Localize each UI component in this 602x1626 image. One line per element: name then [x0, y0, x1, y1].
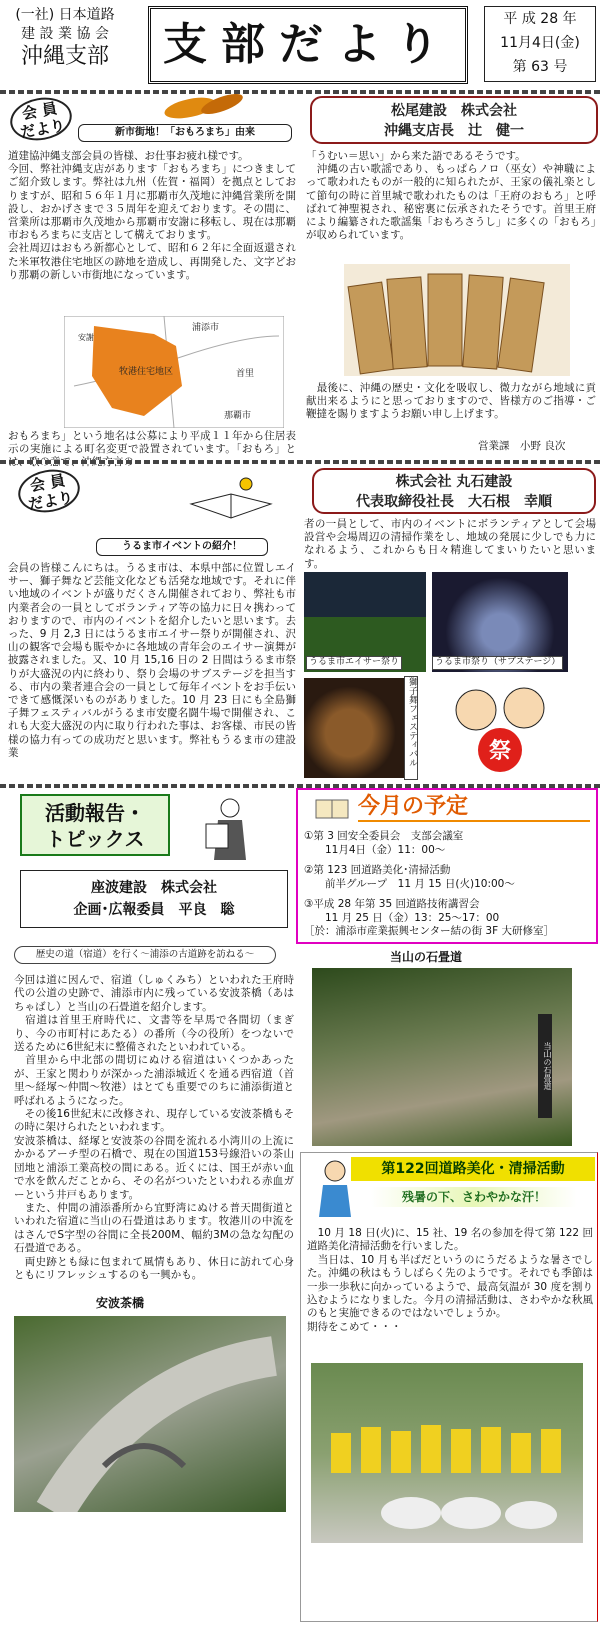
member-news-badge: 会 員 だより: [7, 93, 75, 145]
cleanup-title: 第122回道路美化・清掃活動: [351, 1157, 595, 1181]
date-year: 平 成 28 年: [503, 11, 577, 27]
issue-number: 第 63 号: [512, 59, 568, 75]
author-box: [310, 96, 598, 144]
cleaning-illustration: [303, 1155, 367, 1225]
cleanup-panel: [300, 1152, 598, 1622]
photo-caption: うるま市エイサー祭り: [306, 656, 402, 670]
map-label-naha: 那覇市: [224, 411, 252, 421]
signature: 営業課 小野 良次: [478, 440, 566, 452]
map-label-shuri: 首里: [236, 369, 255, 379]
book-icon: [312, 794, 352, 822]
article-body: 道建協沖縄支部会員の皆様、お仕事お疲れ様です。 今回、弊社沖縄支店があります「おもろまち」につきましてご紹介致します。弊社は九州（佐賀・福岡）を拠点としておりますが、昭和５６年１月に那覇市久茂地に沖縄営業所を開設し、おかげさまで３５周年を迎えております。その間に、営業所は那覇市久茂地から那覇市安謝に移転し、現在は那覇市おもろまちに支店として構えております。 会社周辺はおもろ新都心として、昭和６２年に全面返還された米軍牧港住宅地区の跡地を造成し、再開発した、文字どおり那覇の新しい市街地になっています。: [8, 150, 296, 281]
article-body-right: 「うむい＝思い」から来た語であるそうです。 沖縄の古い歌謡であり、もっぱらノロ（巫女）や神職によって歌われたものが一般的に知られたが、王家の儀礼楽として節句の時に首里城で歌われたものは「王府のおもろ」と呼ばれて神聖視され、秘密裏に伝承されたそうです。首里王府により編纂された歌謡集「おもろさうし」に多くの「おもろ」が収められています。: [306, 150, 596, 242]
photo-caption-vertical: 獅子舞フェスティバル: [404, 676, 418, 780]
author-company: 株式会社 丸石建設: [395, 474, 513, 490]
article-subtitle: うるま市イベントの紹介！: [96, 538, 268, 556]
article-body-cont: おもろまち」という地名は公募により平成１１年から住居表示の実施による町名変更で設置されています。「おもろ」と: [8, 430, 296, 456]
photo-caption: 当山の石畳道: [390, 950, 463, 964]
article-body: 今回は道に因んで、宿道（しゅくみち）といわれた王府時代の公道の史跡で、浦添市内に残っている安波茶橋（あはちゃばし）と当山の石畳道を紹介します。 宿道は首里王府時代に、文書等を早馬で各間切（まぎり、今の市町村にあたる）の番所（今の役所）をつないで送るために6世紀末に整備されたといわれている。 首里から中北部の間切にぬける宿道はいくつかあったが、王家と関わりが深かった浦添城近くを通る西宿道（首里～経塚～仲間～牧港）はとても重要でのちに浦添街道と呼ばれるようになった。 その後16世紀末に改修され、現存している安波茶橋もその時に架けられたといわれます。 安波茶橋は、経塚と安波茶の谷間を流れる小湾川の上流にかかるアーチ型の石橋で、現在の国道153号線沿いの茶山団地と浦添工業高校の間にある。近くには、国王が赤い血で水を飲んだことから、その名がついたといわれる赤血ガーという井戸もあります。 また、仲間の浦添番所から宜野湾にぬける普天間街道といわれた宿道に当山の石畳道はあります。牧港川の中流をはさんでS字型の谷間に全長200M、幅約3Mの急な勾配の石畳道である。 両史跡とも緑に包まれて風情もあり、休日に訪れて心身ともにリフレッシュするのも一興かも。: [14, 974, 294, 1281]
activity-report-heading: 活動報告・ トピックス: [20, 794, 170, 856]
author-name: 沖縄支店長 辻 健一: [384, 123, 524, 139]
map-label-urasoe: 浦添市: [192, 323, 220, 333]
org-line3: 沖縄支部: [20, 44, 109, 69]
author-box: [312, 468, 596, 514]
ahacha-bridge-photo: [14, 1316, 286, 1512]
author-company: 座波建設 株式会社: [91, 880, 217, 896]
omoro-books-photo: [344, 264, 570, 376]
closing-remarks: 最後に、沖縄の歴史・文化を吸収し、微力ながら地域に貢献出来るようにと思っておりますので、皆様方のご指導・ご鞭撻を賜りますようお願い申し上げます。: [306, 382, 596, 421]
author-name: 代表取締役社長 大石根 幸順: [356, 494, 552, 510]
org-name-block: [6, 6, 124, 82]
map-label-aja: 安謝: [78, 333, 94, 342]
photo-caption: 安波茶橋: [96, 1296, 145, 1310]
cleanup-group-photo: [311, 1363, 583, 1543]
schedule-title: 今月の予定: [358, 794, 590, 822]
author-company: 松尾建設 株式会社: [391, 103, 517, 119]
cleanup-subtitle: 残暑の下、さわやかな汗！: [371, 1187, 577, 1207]
schedule-item: ①第 3 回安全委員会 支部会議室 11月4日（金）11：00～: [304, 830, 464, 856]
author-name: 企画･広報委員 平良 聡: [73, 902, 235, 918]
stone-road-sign: 当山の石畳道: [538, 1014, 552, 1118]
newsletter-title: 支部だより: [148, 6, 468, 84]
cleanup-body: 10 月 18 日(火)に、15 社、19 名の参加を得て第 122 回道路美化清掃活動を行いました。 当日は、10 月も半ばだというのにうだるような暑さでした。沖縄の秋はもうしばらく先のようです。それでも季節は一歩一歩秋に向かっているようで、最高気温が 30 度を割り込むようになりました。今月の清掃活動は、さわやかな秋風のもと実施できるのではないでしょうか。 期待をこめて・・・: [307, 1227, 593, 1333]
org-line1: (一社) 日本道路: [15, 7, 115, 23]
article-subtitle: 新市街地！「おもろまち」由来: [78, 124, 292, 142]
history-road-tag: 歴史の道（宿道）を行く～浦添の古道跡を訪ねる～: [14, 946, 276, 964]
photo-caption: うるま市祭り（サブステージ）: [432, 656, 563, 670]
member-news-badge: 会 員 だより: [15, 465, 83, 517]
map-area-label: 牧港住宅地区: [119, 367, 174, 377]
schedule-item: ③平成 28 年第 35 回道路技術講習会 11 月 25 日（金）13：25～17：00 ［於：浦添市産業振興センター結の街 3F 大研修室］: [304, 898, 554, 937]
issue-date-block: [484, 6, 596, 82]
leaf-illustration: [160, 92, 250, 122]
book-illustration: [186, 474, 276, 526]
monthly-schedule-panel: [296, 788, 598, 944]
date-day: 11月4日(金): [500, 35, 580, 51]
man-reading-illustration: [200, 796, 260, 866]
schedule-item: ②第 123 回道路美化･清掃活動 前半グループ 11 月 15 日(火)10:00～: [304, 864, 515, 890]
festival-char: 祭: [489, 739, 512, 764]
festival-kids-illustration: [426, 678, 576, 778]
article-body: 会員の皆様こんにちは。うるま市は、本県中部に位置しエイサー、獅子舞など芸能文化なども活発な地域です。それに伴い地域のイベントが盛りだくさん開催されており、弊社も市内業者会の一員としてボランティア等の協力に日々携わっておりますので、市内のイベントを紹介したいと思います。去った、9 月 2,3 日にはうるま市エイサー祭りが開催され、沢山の観客で会場も賑やかに各地域の青年会のエイサー演舞が披露されました。又、10 月 15,16 日の 2 日間はうるま市祭りが大盛況の内に終わり、祭り会場のサブステージを担当する、市内の業者連合会の一員として毎年イベントをお手伝いできて感慨深いものがありました。10 月 23 日にも全島獅子舞フェスティバルがうるま市安慶名闘牛場で開催され、これも大変大盛況の内に取り行われた事は、お客様、市民の皆様の協力有っての成功だと思います。弊社もうるま市の建設業: [8, 562, 296, 759]
area-map: [64, 316, 284, 428]
tozan-stone-road-photo: [312, 968, 572, 1146]
lion-dance-photo: [304, 678, 404, 778]
divider: [0, 90, 602, 94]
org-line2: 建 設 業 協 会: [21, 26, 109, 42]
divider: [0, 460, 602, 464]
author-box: [20, 870, 288, 928]
article-body-right: 者の一員として、市内のイベントにボランティアとして会場設営や会場周辺の清掃作業をし、地域の発展に少しでも力になれるよう、これからも日々精進してまいりたいと思います。: [304, 518, 596, 570]
